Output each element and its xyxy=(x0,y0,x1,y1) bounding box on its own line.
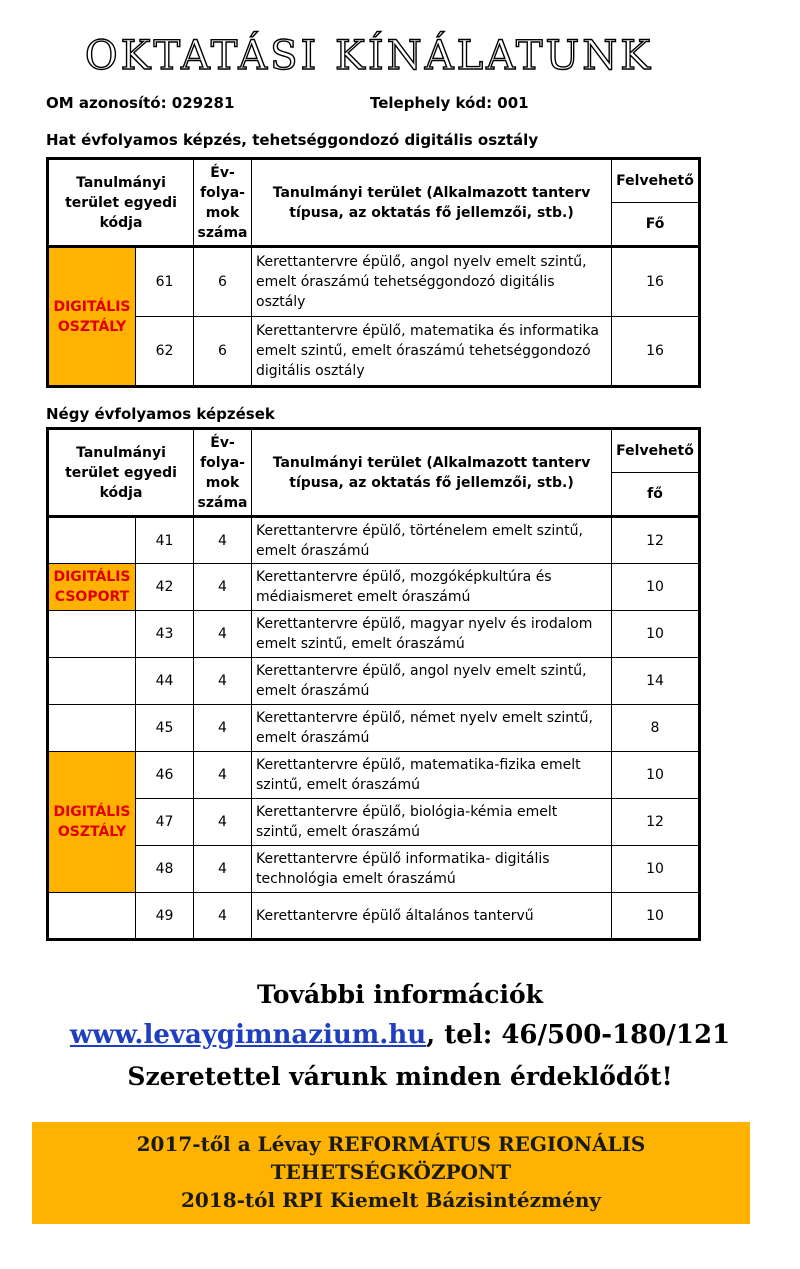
row-description: Kerettantervre épülő, magyar nyelv és irodalom emelt szintű, emelt óraszámú xyxy=(252,611,612,658)
contact-line xyxy=(0,1020,800,1050)
row-description: Kerettantervre épülő, biológia-kémia emelt szintű, emelt óraszámú xyxy=(252,799,612,846)
welcome-text: Szeretettel várunk minden érdeklődőt! xyxy=(127,1062,673,1091)
site-code: Telephely kód: 001 xyxy=(370,94,529,112)
section2-heading: Négy évfolyamos képzések xyxy=(46,405,275,423)
header-area: Tanulmányi terület (Alkalmazott tanterv típusa, az oktatás fő jellemzői, stb.) xyxy=(252,429,612,517)
digital-class-badge: DIGITÁLIS OSZTÁLY xyxy=(48,752,136,893)
row-count: 10 xyxy=(612,846,700,893)
row-years: 4 xyxy=(194,658,252,705)
row-code: 47 xyxy=(136,799,194,846)
table-row xyxy=(48,517,700,564)
table-row xyxy=(48,564,700,611)
banner-line-1: 2017-től a Lévay REFORMÁTUS REGIONÁLIS xyxy=(136,1132,646,1156)
table-row xyxy=(48,317,700,387)
row-years: 4 xyxy=(194,752,252,799)
row-count: 8 xyxy=(612,705,700,752)
digital-group-badge: DIGITÁLIS CSOPORT xyxy=(48,564,136,611)
row-code: 61 xyxy=(136,247,194,317)
row-description: Kerettantervre épülő, matematika-fizika emelt szintű, emelt óraszámú xyxy=(252,752,612,799)
row-code: 43 xyxy=(136,611,194,658)
row-code: 46 xyxy=(136,752,194,799)
header-years: Év-folya-mok száma xyxy=(194,429,252,517)
six-year-table xyxy=(46,157,701,388)
row-count: 10 xyxy=(612,611,700,658)
website-link[interactable]: www.levaygimnazium.hu xyxy=(69,1020,427,1050)
header-area: Tanulmányi terület (Alkalmazott tanterv típusa, az oktatás fő jellemzői, stb.) xyxy=(252,159,612,247)
row-code: 49 xyxy=(136,893,194,940)
header-admit: Felvehető xyxy=(612,429,700,473)
header-unit: Fő xyxy=(612,203,700,247)
table-row xyxy=(48,752,700,799)
row-description: Kerettantervre épülő, matematika és informatika emelt szintű, emelt óraszámú tehetséggondozó digitális osztály xyxy=(252,317,612,387)
table-row xyxy=(48,846,700,893)
row-years: 6 xyxy=(194,247,252,317)
row-code: 45 xyxy=(136,705,194,752)
empty-cell xyxy=(48,517,136,564)
header-admit: Felvehető xyxy=(612,159,700,203)
page-title: OKTATÁSI KÍNÁLATUNK xyxy=(84,33,654,79)
empty-cell xyxy=(48,658,136,705)
row-description: Kerettantervre épülő, német nyelv emelt szintű, emelt óraszámú xyxy=(252,705,612,752)
row-years: 4 xyxy=(194,564,252,611)
row-count: 16 xyxy=(612,247,700,317)
row-description: Kerettantervre épülő, történelem emelt szintű, emelt óraszámú xyxy=(252,517,612,564)
header-unit: fő xyxy=(612,473,700,517)
row-count: 10 xyxy=(612,564,700,611)
row-years: 4 xyxy=(194,611,252,658)
row-count: 12 xyxy=(612,517,700,564)
row-code: 62 xyxy=(136,317,194,387)
row-code: 41 xyxy=(136,517,194,564)
section1-heading: Hat évfolyamos képzés, tehetséggondozó digitális osztály xyxy=(46,131,539,149)
row-description: Kerettantervre épülő, angol nyelv emelt szintű, emelt óraszámú tehetséggondozó digitális osztály xyxy=(252,247,612,317)
table-row xyxy=(48,893,700,940)
row-years: 4 xyxy=(194,893,252,940)
row-description: Kerettantervre épülő, angol nyelv emelt szintű, emelt óraszámú xyxy=(252,658,612,705)
regional-center-banner xyxy=(32,1122,750,1224)
header-code: Tanulmányi terület egyedi kódja xyxy=(48,429,194,517)
empty-cell xyxy=(48,705,136,752)
four-year-table xyxy=(46,427,701,941)
om-id: OM azonosító: 029281 xyxy=(46,94,235,112)
digital-class-badge: DIGITÁLIS OSZTÁLY xyxy=(48,247,136,387)
more-info-heading: További információk xyxy=(257,980,543,1009)
header-years: Év-folya-mok száma xyxy=(194,159,252,247)
phone-text: , tel: 46/500-180/121 xyxy=(426,1020,731,1050)
table-row xyxy=(48,705,700,752)
row-code: 42 xyxy=(136,564,194,611)
row-count: 12 xyxy=(612,799,700,846)
row-description: Kerettantervre épülő informatika- digitális technológia emelt óraszámú xyxy=(252,846,612,893)
row-count: 10 xyxy=(612,752,700,799)
table-row xyxy=(48,247,700,317)
row-description: Kerettantervre épülő, mozgóképkultúra és médiaismeret emelt óraszámú xyxy=(252,564,612,611)
row-count: 10 xyxy=(612,893,700,940)
row-description: Kerettantervre épülő általános tantervű xyxy=(252,893,612,940)
row-years: 4 xyxy=(194,799,252,846)
row-count: 14 xyxy=(612,658,700,705)
banner-line-3: 2018-tól RPI Kiemelt Bázisintézmény xyxy=(180,1188,602,1212)
row-code: 44 xyxy=(136,658,194,705)
header-code: Tanulmányi terület egyedi kódja xyxy=(48,159,194,247)
row-years: 4 xyxy=(194,846,252,893)
empty-cell xyxy=(48,893,136,940)
table-row xyxy=(48,799,700,846)
row-years: 4 xyxy=(194,517,252,564)
row-years: 6 xyxy=(194,317,252,387)
row-count: 16 xyxy=(612,317,700,387)
banner-line-2: TEHETSÉGKÖZPONT xyxy=(270,1160,512,1184)
table-row xyxy=(48,611,700,658)
row-years: 4 xyxy=(194,705,252,752)
empty-cell xyxy=(48,611,136,658)
row-code: 48 xyxy=(136,846,194,893)
table-row xyxy=(48,658,700,705)
